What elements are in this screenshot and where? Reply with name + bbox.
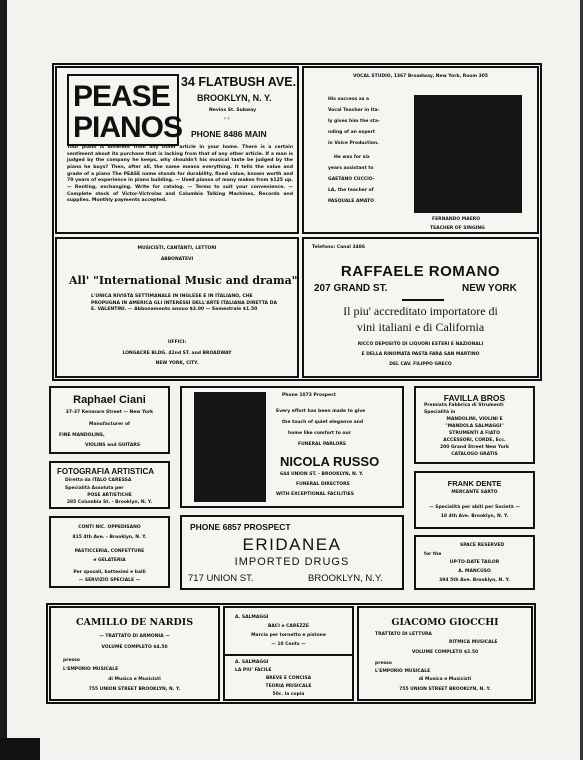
vocal-line-8: GAETANO CUCCIO- [328, 177, 375, 182]
giocchi-line-6: di Musica e Musicisti [418, 677, 472, 682]
ad-eridanea [180, 515, 404, 590]
russo-line-4: FUNERAL PARLORS [298, 442, 347, 447]
favilla-line-5: STRUMENTI A FIATO [449, 431, 500, 436]
giocchi-line-2: RITMICA MUSICALE [449, 640, 498, 645]
salmaggi-a-line-4: — 10 Cents — [271, 642, 306, 647]
vocal-line-9: LA, the teacher of [328, 188, 374, 193]
nardis-name: CAMILLO DE NARDIS [75, 617, 194, 628]
conti-line-6: — SERVIZIO SPECIALE — [78, 578, 141, 583]
vocal-line-4: nding of an expert [328, 130, 375, 135]
favilla-line-4: "MANDOLA SALMAGGI" [445, 424, 504, 429]
salmaggi-b-line-2: LA PIU' FACILE [235, 668, 272, 673]
pease-logo-line-1: PEASE [73, 80, 170, 113]
foto-title: FOTOGRAFIA ARTISTICA [57, 467, 155, 476]
ad-vocal-studio [302, 66, 539, 234]
conti-line-4: e GELATERIA [93, 558, 126, 563]
space-line-4: A. MANCUSO [458, 569, 491, 574]
pease-city: BROOKLYN, N. Y. [197, 93, 272, 103]
romano-city: NEW YORK [462, 283, 517, 294]
pease-phone: PHONE 8486 MAIN [191, 129, 267, 139]
russo-address: 644 UNION ST. - BROOKLYN, N. Y. [280, 472, 364, 477]
pease-address: 34 FLATBUSH AVE., [181, 75, 300, 89]
ad-favilla-bros [414, 386, 535, 464]
nardis-line-1: — TRATTATO DI ARMONIA — [99, 634, 170, 639]
space-line-3: UP-TO-DATE TAILOR [449, 560, 500, 565]
giocchi-name: GIACOMO GIOCCHI [391, 617, 499, 628]
eridanea-name: ERIDANEA [242, 535, 342, 554]
dente-line-2: 18 4th Ave. Brooklyn, N. Y. [440, 514, 509, 519]
ad-raffaele-romano [302, 237, 539, 378]
russo-line-1: Every effort has been made to give [276, 409, 366, 414]
vocal-line-5: in Voice Production. [328, 141, 379, 146]
favilla-line-6: ACCESSORI, CORDE, Ecc. [443, 438, 506, 443]
eridanea-city: BROOKLYN, N.Y. [308, 573, 383, 584]
magazine-title: All' "International Music and drama" [69, 274, 298, 287]
salmaggi-b-line-3: BREVE E CONCISA [265, 676, 312, 681]
dente-name: FRANK DENTE [447, 479, 502, 488]
foto-line-3: POSE ARTISTICHE [87, 493, 132, 498]
nardis-line-6: 755 UNION STREET BROOKLYN, N. Y. [88, 687, 181, 692]
russo-line-2: the touch of quiet elegance and [282, 420, 364, 425]
ad-nicola-russo [180, 386, 404, 508]
dente-line-1: — Specialità per abiti per Società — [429, 505, 520, 510]
ciani-line-2: FINE MANDOLINS, [59, 433, 105, 438]
vocal-line-10: PASQUALE AMATO [328, 199, 374, 204]
magazine-address-1: LONGACRE BLDG. 42nd ST. and BROADWAY [122, 351, 232, 356]
vocal-line-7: years assistant to [328, 166, 374, 171]
magazine-top-line-2: ABBONATEVI [160, 257, 194, 262]
giocchi-line-1: TRATTATO DI LETTURA [375, 632, 432, 637]
vocal-header: VOCAL STUDIO, 1367 Broadway, New York, Room 305 [352, 74, 489, 79]
ad-conti-oppedisano [49, 516, 170, 588]
romano-tagline-1: Il piu' accreditato importatore di [343, 304, 498, 318]
salmaggi-b-line-1: A. SALMAGGI [235, 660, 269, 665]
favilla-line-2: Specialità in [424, 410, 456, 415]
ciani-address: 37-37 Kenmare Street — New York [65, 410, 154, 415]
vocal-portrait-photo [414, 95, 522, 213]
salmaggi-a-line-1: A. SALMAGGI [235, 615, 269, 620]
russo-line-6: WITH EXCEPTIONAL FACILITIES [276, 492, 354, 497]
ad-pease-pianos [55, 66, 299, 234]
romano-name: RAFFAELE ROMANO [340, 263, 501, 280]
russo-phone: Phone 1073 Prospect [282, 393, 336, 398]
salmaggi-a-line-2: BACI e CAREZZE [268, 624, 309, 629]
romano-phone: Telefono: Canal 3486 [312, 245, 366, 250]
conti-line-5: Per sposali, battesimi e balli [73, 570, 146, 575]
pease-body: Your piano is different from any other article in your home. There is a certain sentiment about its purchase that is lacking from that of any other article. If a man is judged by the company he keeps, why shouldn't his musical taste be judged by the piano he buys? Then, after all, the name means everything. It tells the value and grade of a piano The PEASE name stands for durability, fixed value, known worth and 70 years of experience in piano building. — Used pianos of many makes from $125 up. — Renting, exchanging. Write for catalog. — Terms to suit your convenience. — Complete stock of Victor-Victrolas and Columbia Talking Machines, Records and supplies. Monthly payments accepted. [67, 145, 293, 204]
pease-subway: Nevins St. Subway [209, 108, 257, 113]
salmaggi-a-line-3: Marcia per tornetto e pistone [251, 633, 326, 638]
eridanea-subtitle: IMPORTED DRUGS [234, 556, 350, 568]
vocal-line-3: ly gives him the sta- [328, 119, 380, 124]
foto-line-4: 285 Columbia St. - Brooklyn, N. Y. [66, 500, 153, 505]
favilla-line-7: 200 Grand Street New York [439, 445, 510, 450]
magazine-body: L'UNICA RIVISTA SETTIMANALE IN INGLESE E IN ITALIANO, CHE PROPUGNA IN AMERICA GLI INTERESSI DELL'ARTE ITALIANA DIRETTA DA E. VALENTINI. — Abbonamento annuo $3.00 — Semestrale $1.50 [91, 294, 278, 313]
foto-line-2: Specialità Assoluta per [65, 486, 124, 491]
ad-frank-dente [414, 471, 535, 529]
favilla-line-8: CATALOGO GRATIS [451, 452, 498, 457]
ad-camillo-de-nardis [49, 606, 220, 701]
page-edge-left [0, 0, 7, 760]
russo-line-3: home like comfort to our [288, 431, 351, 436]
giocchi-line-7: 755 UNION STREET BROOKLYN, N. Y. [399, 687, 491, 692]
ad-raphael-ciani [49, 386, 170, 454]
salmaggi-divider [225, 654, 352, 656]
romano-tagline-2: vini italiani e di California [356, 320, 485, 334]
conti-line-3: PASTICCERIA, CONFETTURE [74, 549, 145, 554]
eridanea-street: 717 UNION ST. [188, 573, 254, 584]
foto-line-1: Diretta da ITALO CARESSA [65, 478, 132, 483]
conti-line-2: 815 4th Ave. - Brooklyn, N. Y. [72, 535, 147, 540]
space-line-5: 394 5th Ave. Brooklyn, N. Y. [439, 578, 510, 583]
nardis-line-2: VOLUME COMPLETO $4.50 [101, 645, 168, 650]
vocal-teacher-title: TEACHER OF SINGING [430, 226, 485, 231]
giocchi-line-3: VOLUME COMPLETO $2.50 [411, 650, 479, 655]
russo-line-5: FUNERAL DIRECTORS [296, 482, 350, 487]
pease-logo [67, 74, 183, 146]
space-line-1: SPACE RESERVED [460, 543, 505, 548]
favilla-name: FAVILLA BROS [443, 393, 506, 403]
romano-deposit-2: E DELLA RINOMATA PASTA FARA SAN MARTINO [361, 352, 480, 357]
salmaggi-b-line-4: TEORIA MUSICALE [265, 684, 312, 689]
ad-space-reserved-mancuso [414, 535, 535, 590]
vocal-line-1: His success as a [328, 97, 370, 102]
giocchi-line-4: presso [375, 661, 392, 666]
nardis-line-5: di Musica e Musicisti [108, 677, 161, 682]
ciani-line-3: VIOLINS and GUITARS [85, 443, 141, 448]
russo-name: NICOLA RUSSO [280, 454, 380, 469]
ciani-line-1: Manufacturer of [88, 422, 131, 427]
vocal-line-2: Vocal Teacher in Ita- [328, 108, 380, 113]
magazine-top-line-1: MUSICISTI, CANTANTI, LETTORI [137, 246, 217, 251]
favilla-line-1: Premiata Fabbrica di Strumenti [424, 403, 504, 408]
vocal-teacher-name: FERNANDO MAERO [432, 217, 481, 222]
romano-rule [402, 299, 444, 301]
dente-subtitle: MERCANTE SARTO [451, 490, 498, 495]
ad-salmaggi [223, 606, 354, 701]
romano-deposit-3: DEL CAV. FILIPPO GRECO [389, 362, 452, 367]
ad-giacomo-giocchi [357, 606, 533, 701]
romano-deposit-1: RICCO DEPOSITO DI LIQUORI ESTERI E NAZIONALI [357, 342, 484, 347]
ciani-name: Raphael Ciani [73, 394, 146, 406]
eridanea-phone: PHONE 6857 PROSPECT [190, 522, 291, 532]
ad-fotografia-artistica [49, 461, 170, 509]
favilla-line-3: MANDOLINI, VIOLINI E [446, 417, 503, 422]
page-corner-shadow [0, 738, 40, 760]
russo-funeral-parlor-photo [194, 392, 266, 502]
nardis-line-4: L'EMPORIO MUSICALE [63, 667, 119, 672]
space-line-2: for the [424, 552, 442, 557]
pease-ornament: ✧✧ [223, 117, 231, 122]
magazine-uffici: UFFICI: [167, 340, 187, 345]
vocal-line-6: He was for six [334, 155, 370, 160]
romano-street: 207 GRAND ST. [314, 283, 388, 294]
ad-international-music-drama [55, 237, 299, 378]
magazine-address-2: NEW YORK, CITY. [155, 361, 199, 366]
giocchi-line-5: L'EMPORIO MUSICALE [375, 669, 431, 674]
conti-line-1: CONTI NIC. OPPEDISANO [78, 525, 141, 530]
nardis-line-3: presso [63, 658, 80, 663]
salmaggi-b-line-5: 50c. la copia [272, 692, 305, 697]
pease-logo-line-2: PIANOS [73, 111, 183, 144]
